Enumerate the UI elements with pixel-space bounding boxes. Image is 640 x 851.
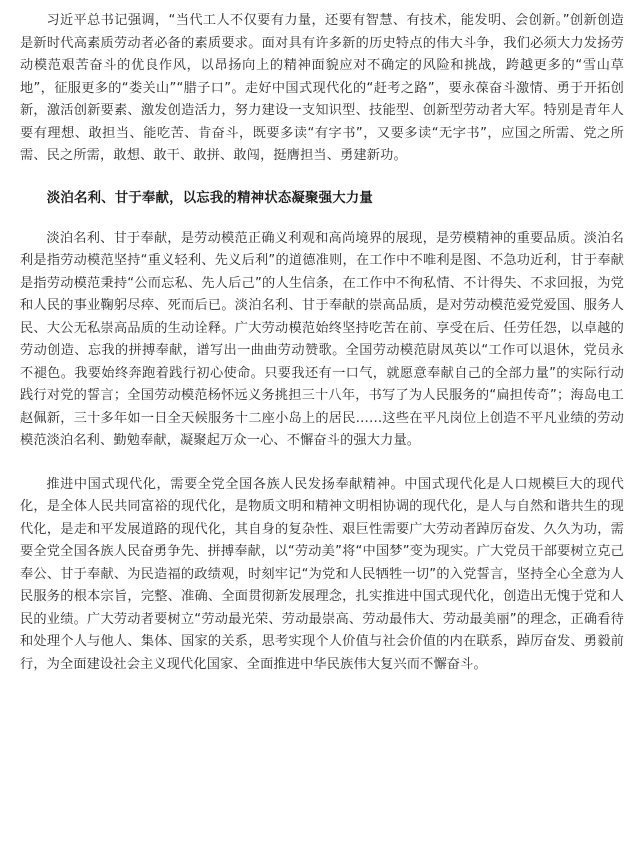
article-body <box>20 10 624 676</box>
article-paragraph: 淡泊名利、甘于奉献，是劳动模范正确义利观和高尚境界的展现，是劳模精神的重要品质。淡泊名利是指劳动模范坚持“重义轻利、先义后利”的道德准则，在工作中不唯利是图、不急功近利，甘于奉献是指劳动模范秉持“公而忘私、先人后己”的人生信条，在工作中不徇私情、不计得失、不求回报，为党和人民的事业鞠躬尽瘁、死而后已。淡泊名利、甘于奉献的崇高品质，是对劳动模范爱党爱国、服务人民、大公无私崇高品质的生动诠释。广大劳动模范始终坚持吃苦在前、享受在后、任劳任怨，以卓越的劳动创造、忘我的拼搏奉献，谱写出一曲曲劳动赞歌。全国劳动模范尉凤英以“工作可以退休，党员永不褪色。我要始终奔跑着践行初心使命。只要我还有一口气，就愿意奉献自己的全部力量”的实际行动践行对党的誓言；全国劳动模范杨怀远义务挑担三十八年，书写了为人民服务的“扁担传奇”；海岛电工赵佩新，三十多年如一日全天候服务十二座小岛上的居民……这些在平凡岗位上创造不平凡业绩的劳动模范淡泊名利、勤勉奉献，凝聚起万众一心、不懈奋斗的强大力量。 <box>20 230 624 448</box>
paragraph-spacer <box>20 210 624 228</box>
article-paragraph: 习近平总书记强调，“当代工人不仅要有力量，还要有智慧、有技术，能发明、会创新。”创新创造是新时代高素质劳动者必备的素质要求。面对具有许多新的历史特点的伟大斗争，我们必须大力发扬劳动模范艰苦奋斗的优良作风，以昂扬向上的精神面貌应对不确定的风险和挑战，跨越更多的“雪山草地”，征服更多的“娄关山”“腊子口”。走好中国式现代化的“赶考之路”，要永葆奋斗激情、勇于开拓创新，激活创新要素、激发创造活力，努力建设一支知识型、技能型、创新型劳动者大军。特别是青年人要有理想、敢担当、能吃苦、肯奋斗，既要多读“有字书”，又要多读“无字书”，应国之所需、党之所需、民之所需，敢想、敢干、敢拼、敢闯，挺膺担当、勇建新功。 <box>20 13 624 163</box>
paragraph-spacer <box>20 453 624 474</box>
section-heading: 淡泊名利、甘于奉献，以忘我的精神状态凝聚强大力量 <box>46 190 373 206</box>
paragraph-spacer <box>20 168 624 188</box>
article-paragraph: 推进中国式现代化，需要全党全国各族人民发扬奉献精神。中国式现代化是人口规模巨大的现代化，是全体人民共同富裕的现代化，是物质文明和精神文明相协调的现代化，是人与自然和谐共生的现代化，是走和平发展道路的现代化，其自身的复杂性、艰巨性需要广大劳动者踔厉奋发、久久为功，需要全党全国各族人民奋勇争先、拼搏奉献，以“劳动美”将“中国梦”变为现实。广大党员干部要树立克己奉公、甘于奉献、为民造福的政绩观，时刻牢记“为党和人民牺牲一切”的入党誓言，坚持全心全意为人民服务的根本宗旨，完整、准确、全面贯彻新发展理念，扎实推进中国式现代化，创造出无愧于党和人民的业绩。广大劳动者要树立“劳动最光荣、劳动最崇高、劳动最伟大、劳动最美丽”的理念，正确看待和处理个人与他人、集体、国家的关系，思考实现个人价值与社会价值的内在联系，踔厉奋发、勇毅前行，为全面建设社会主义现代化国家、全面推进中华民族伟大复兴而不懈奋斗。 <box>20 476 624 672</box>
